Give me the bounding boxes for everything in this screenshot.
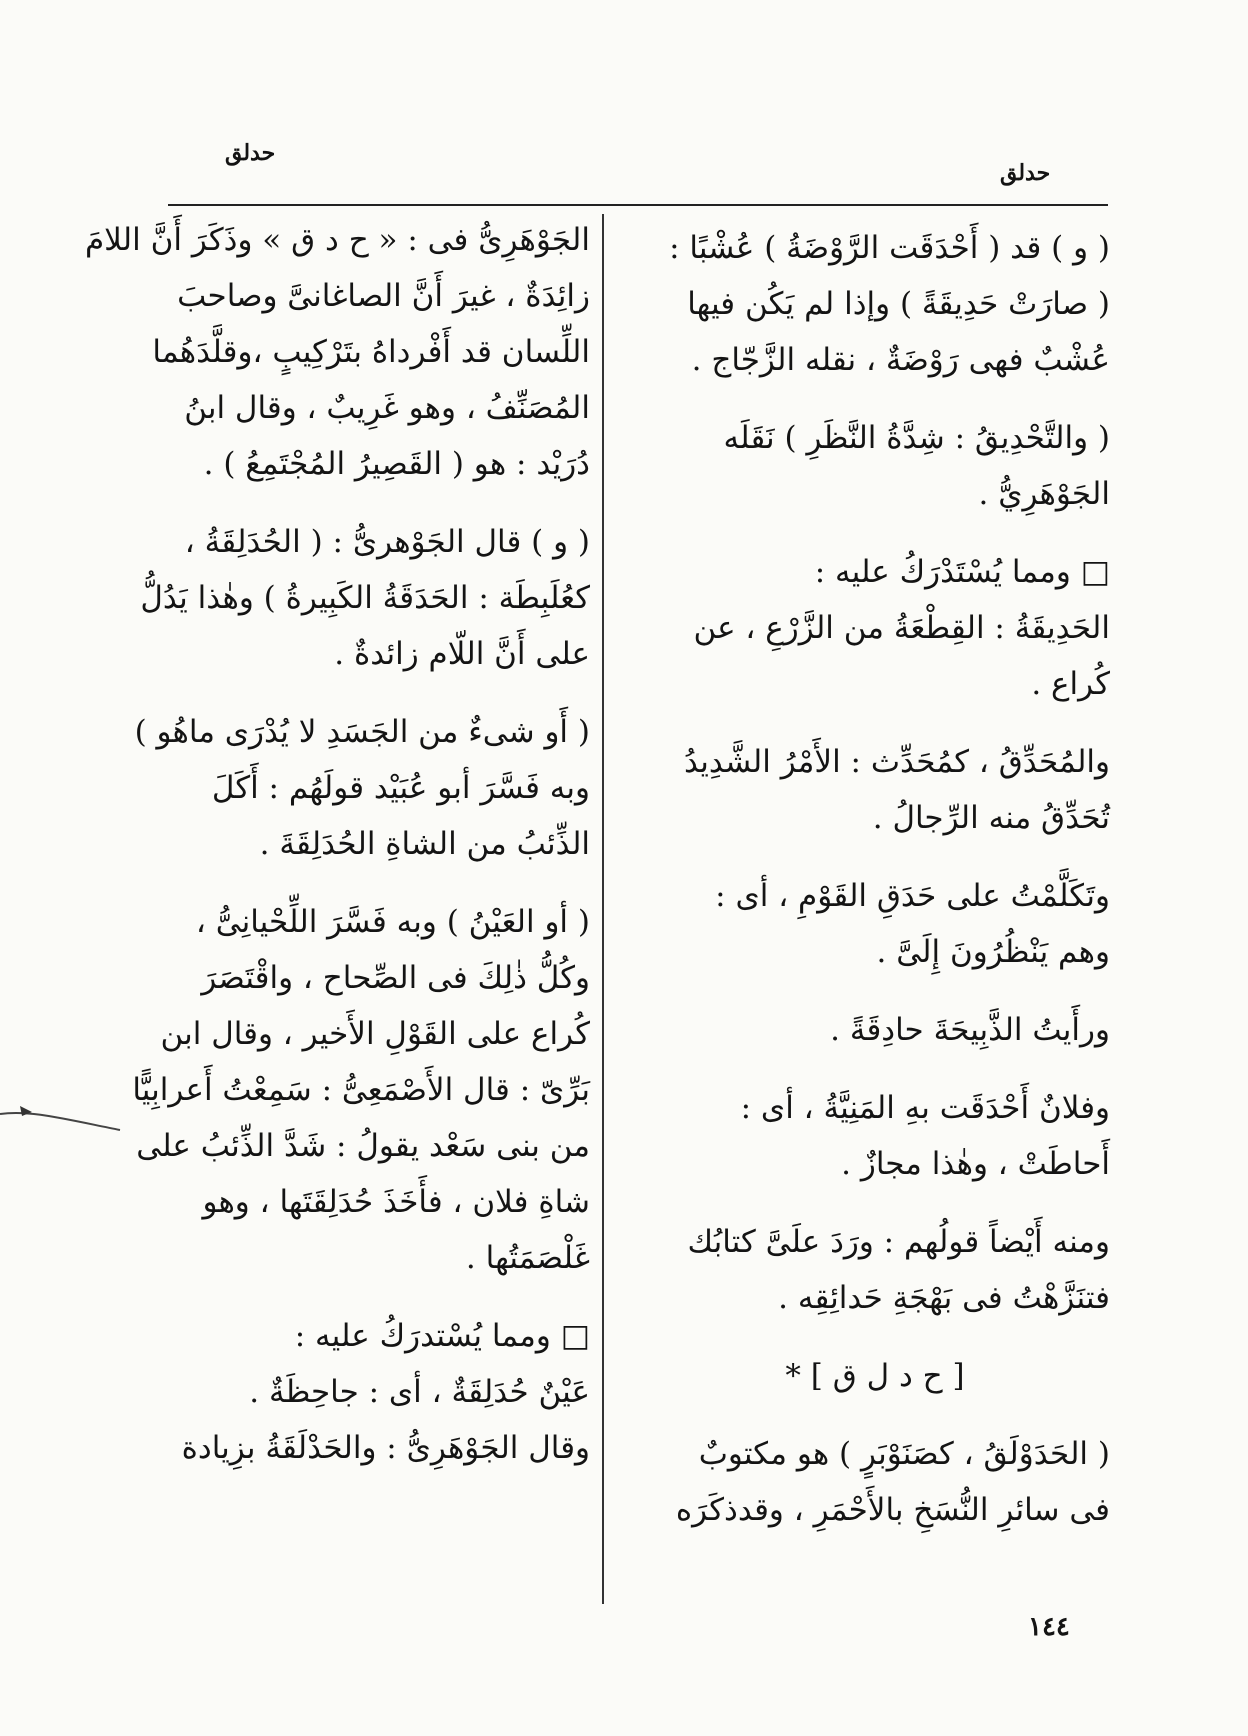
text-line: اللِّسان قد أَفْرداهُ بتَرْكِيبٍ ،وقلَّدَهُما xyxy=(152,334,590,370)
text-line: ( الحَدَوْلَقُ ، كصَنَوْبَرٍ ) هو مكتوبٌ xyxy=(698,1436,1110,1472)
right-column-paragraph xyxy=(640,1080,1110,1192)
left-column-paragraph xyxy=(84,212,590,492)
right-column-paragraph xyxy=(640,868,1110,980)
text-line: الحَدِيقَةُ : القِطْعَةُ من الزَّرْعِ ، عن xyxy=(693,610,1110,646)
right-column-paragraph xyxy=(640,220,1110,388)
text-line: وتَكَلَّمْتُ على حَدَقِ القَوْمِ ، أى : xyxy=(715,878,1110,914)
text-line: ( أو العَيْنُ ) وبه فَسَّرَ اللِّحْيانِىُّ ، xyxy=(195,904,590,940)
page-number: ١٤٤ xyxy=(1028,1612,1070,1642)
text-line: وفلانٌ أَحْدَقَت بهِ المَنِيَّةُ ، أى : xyxy=(740,1090,1110,1126)
column-divider xyxy=(602,214,604,1604)
running-head-right: حدلق xyxy=(1000,160,1051,186)
text-line: الجَوْهَرِىُّ فى : « ح د ق » وذَكَرَ أَنَّ اللامَ xyxy=(84,222,590,258)
text-line: الجَوْهَرِيُّ . xyxy=(978,476,1110,512)
text-line: من بنى سَعْد يقولُ : شَدَّ الذِّئبُ على xyxy=(136,1128,590,1164)
text-line: وقال الجَوْهَرِىُّ : والحَدْلَقَةُ بزِيادة xyxy=(181,1430,590,1466)
left-column xyxy=(84,212,590,1498)
text-line: □ ومما يُسْتَدْرَكُ عليه : xyxy=(814,554,1110,590)
text-line: على أَنَّ اللّام زائدةٌ . xyxy=(334,636,590,672)
text-line: فتنَزَّهْتُ فى بَهْجَةِ حَدائِقِه . xyxy=(778,1280,1110,1316)
text-line: كُراع . xyxy=(1031,666,1110,702)
text-line: دُرَيْد : هو ( القَصِيرُ المُجْتَمِعُ ) . xyxy=(203,446,590,482)
header-rule xyxy=(168,204,1108,206)
left-column-paragraph xyxy=(130,1308,590,1476)
text-line: ( والتَّحْدِيقُ : شِدَّةُ النَّظَرِ ) نَقَلَه xyxy=(723,420,1110,456)
text-line: كعُلَبِطَة : الحَدَقَةُ الكَبِيرةُ ) وهٰذا يَدُلُّ xyxy=(140,580,590,616)
text-line: فى سائرِ النُّسَخِ بالأَحْمَرِ ، وقدذكَرَه xyxy=(675,1492,1110,1528)
left-column-paragraph xyxy=(130,894,590,1286)
text-line: تُحَدِّقُ منه الرِّجالُ . xyxy=(872,800,1110,836)
text-line: ( و ) قال الجَوْهرىُّ : ( الحُدَلِقَةُ ، xyxy=(184,524,590,560)
text-line: ومنه أَيْضاً قولُهم : ورَدَ علَىَّ كتابُك xyxy=(687,1224,1110,1260)
text-line: عُشْبٌ فهى رَوْضَةٌ ، نقله الزَّجّاج . xyxy=(691,342,1110,378)
text-line: ( و ) قد ( أَحْدَقَت الرَّوْضَةُ ) عُشْبًا : xyxy=(669,230,1110,266)
text-line: وكُلُّ ذٰلِكَ فى الصِّحاح ، واقْتَصَرَ xyxy=(201,960,590,996)
running-head-left: حدلق xyxy=(225,140,276,166)
left-column-paragraph xyxy=(130,704,590,872)
text-line: وبه فَسَّرَ أبو عُبَيْد قولَهُم : أَكَلَ xyxy=(211,770,590,806)
right-column xyxy=(640,220,1110,1560)
text-line: ( أَو شىءٌ من الجَسَدِ لا يُدْرَى ماهُو ) xyxy=(134,714,590,750)
text-line: شاةِ فلان ، فأَخَذَ حُدَلِقَتَها ، وهو xyxy=(202,1184,590,1220)
text-line: [ ح د ل ق ] * xyxy=(785,1358,965,1394)
right-column-paragraph xyxy=(640,734,1110,846)
right-column-paragraph xyxy=(640,1348,1110,1404)
text-line: ( صارَتْ حَدِيقَةً ) وإذا لم يَكُن فيها xyxy=(687,286,1110,322)
text-line: □ ومما يُسْتدرَكُ عليه : xyxy=(294,1318,590,1354)
right-column-paragraph xyxy=(640,544,1110,712)
right-column-paragraph xyxy=(640,1214,1110,1326)
right-column-paragraph xyxy=(640,1426,1110,1538)
margin-smudge-mark xyxy=(0,1100,130,1140)
left-column-paragraph xyxy=(130,514,590,682)
text-line: المُصَنِّفُ ، وهو غَرِيبٌ ، وقال ابنُ xyxy=(184,390,590,426)
text-line: ورأَيتُ الذَّبِيحَةَ حادِقَةً . xyxy=(830,1012,1110,1048)
text-line: عَيْنٌ حُدَلِقَةٌ ، أى : جاحِظَةٌ . xyxy=(249,1374,590,1410)
text-line: كُراع على القَوْلِ الأَخير ، وقال ابن xyxy=(160,1016,590,1052)
text-line: بَرِّىّ : قال الأَصْمَعِىُّ : سَمِعْتُ أَعرابِيًّا xyxy=(132,1072,590,1108)
right-column-paragraph xyxy=(640,1002,1110,1058)
text-line: والمُحَدِّقُ ، كمُحَدِّث : الأَمْرُ الشَّدِيدُ xyxy=(683,744,1110,780)
text-line: وهم يَنْظُرُونَ إِلَىَّ . xyxy=(876,934,1110,970)
text-line: زائِدَةٌ ، غيرَ أَنَّ الصاغانىَّ وصاحبَ xyxy=(177,278,590,314)
text-line: غَلْصَمَتُها . xyxy=(465,1240,590,1276)
text-line: أَحاطَتْ ، وهٰذا مجازٌ . xyxy=(841,1146,1110,1182)
right-column-paragraph xyxy=(640,410,1110,522)
text-line: الذِّئبُ من الشاةِ الحُدَلِقَةَ . xyxy=(259,826,590,862)
